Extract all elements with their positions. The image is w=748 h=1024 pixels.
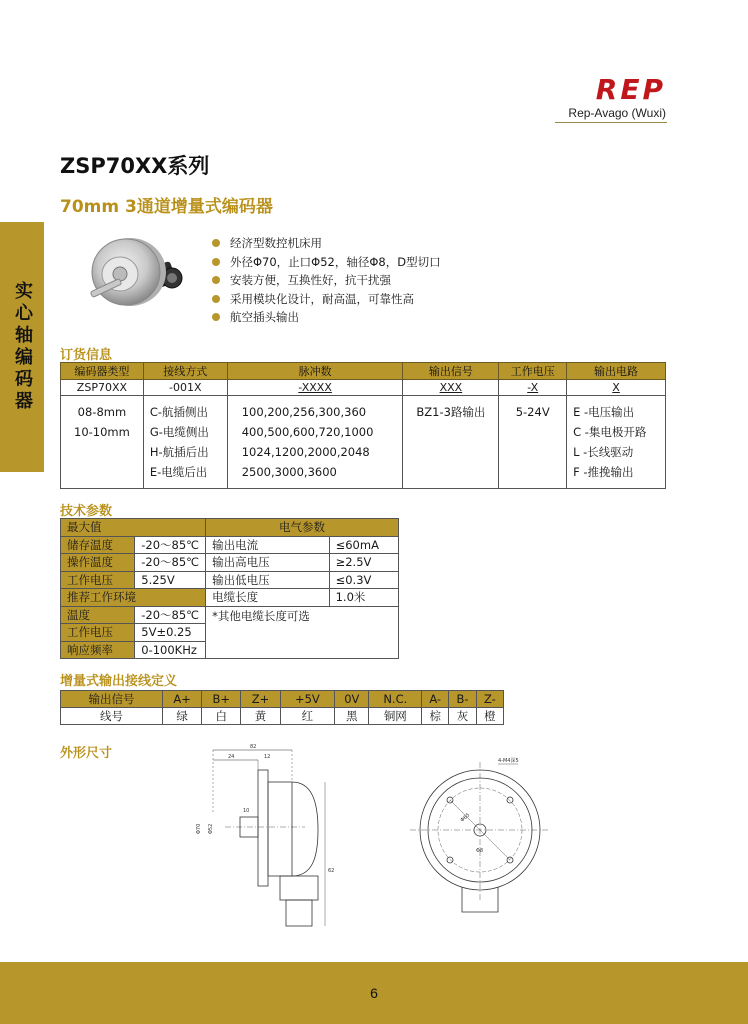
wiring-label: 输出信号 [61,691,163,708]
wiring-signal: Z- [476,691,503,708]
option-text: C -集电极开路 [573,425,647,439]
brand-divider [555,122,667,123]
param-label: 电缆长度 [206,589,329,607]
tech-params-table [60,518,399,659]
param-value: ≤60mA [329,536,398,554]
option-text: L -长线驱动 [573,445,634,459]
page-number: 6 [370,985,378,1001]
feature-list [212,234,441,327]
wire-color: 橙 [476,708,503,725]
param-value: 0-100KHz [135,641,206,659]
encoder-photo [80,228,190,320]
wire-color: 绿 [163,708,202,725]
option-text: 1024,1200,2000,2048 [241,445,370,459]
order-code-cell [567,380,666,396]
wiring-signal: A+ [163,691,202,708]
option-text: C-航插侧出 [149,405,209,419]
wire-color: 铜网 [369,708,422,725]
order-code-cell [499,380,567,396]
order-header-cell: 输出信号 [403,363,499,380]
wire-color: 黑 [335,708,369,725]
order-type-options [61,396,144,489]
order-code-text: -XXXX [298,381,332,394]
wiring-label: 线号 [61,708,163,725]
dim-flange-length: 12 [264,754,271,760]
option-text: E -电压输出 [573,405,635,419]
param-value: 1.0米 [329,589,398,607]
page-title: ZSP70XX系列 [60,154,210,178]
param-value: 5.25V [135,571,206,589]
param-label: 输出电流 [206,536,329,554]
option-text: H-航插后出 [149,445,209,459]
option-text: 400,500,600,720,1000 [241,425,374,439]
side-view-drawing [196,744,334,926]
feature-item: 采用模块化设计，耐高温，可靠性高 [212,290,441,309]
recommended-env-header: 推荐工作环境 [61,589,206,607]
order-code-cell: -001X [143,380,227,396]
brand-subtitle: Rep-Avago (Wuxi) [568,106,666,120]
param-value: -20～85℃ [135,554,206,572]
option-text: 08-8mm [77,405,127,419]
order-header-cell: 接线方式 [143,363,227,380]
dim-height: 62 [328,868,335,874]
dim-shaft-dia: Φ8 [476,848,484,854]
feature-item: 航空插头输出 [212,308,441,327]
wire-color: 黄 [241,708,280,725]
param-label: 输出高电压 [206,554,329,572]
order-code-cell [227,380,403,396]
param-value: ≥2.5V [329,554,398,572]
wiring-table [60,690,504,725]
front-view-drawing [410,757,550,912]
order-info-heading: 订货信息 [60,348,113,363]
option-text: 5-24V [515,405,550,419]
order-code-text: X [612,381,620,394]
wiring-signal: A- [422,691,449,708]
option-text: BZ1-3路输出 [416,405,486,419]
order-header-cell: 编码器类型 [61,363,144,380]
dim-flange-dia: Φ70 [196,823,202,834]
option-text: F -推挽输出 [573,465,634,479]
cable-note: *其他电缆长度可选 [206,606,399,659]
param-value: -20～85℃ [135,606,206,624]
order-code-text: XXX [439,381,463,394]
param-value: -20～85℃ [135,536,206,554]
param-value: 5V±0.25 [135,624,206,642]
order-info-table [60,362,666,489]
dim-front-length: 24 [228,754,235,760]
wiring-signal: B- [449,691,477,708]
feature-item: 外径Φ70，止口Φ52，轴径Φ8，D型切口 [212,253,441,272]
dimensions-heading: 外形尺寸 [60,746,113,761]
order-header-cell: 脉冲数 [227,363,403,380]
wiring-signal: N.C. [369,691,422,708]
order-code-cell [403,380,499,396]
order-voltage-option [499,396,567,489]
option-text: 2500,3000,3600 [241,465,337,479]
page-subtitle: 70mm 3通道增量式编码器 [60,197,273,217]
brand-logo: REP [595,73,666,106]
option-text: G-电缆侧出 [149,425,209,439]
electrical-header: 电气参数 [206,519,399,537]
brand-block [568,73,666,120]
wiring-signal: B+ [202,691,241,708]
feature-item: 安装方便，互换性好，抗干扰强 [212,271,441,290]
wiring-signal: Z+ [241,691,280,708]
order-header-cell: 工作电压 [499,363,567,380]
wiring-signal: 0V [335,691,369,708]
wire-color: 红 [280,708,335,725]
wire-color: 棕 [422,708,449,725]
order-signal-option [403,396,499,489]
wiring-signal: +5V [280,691,335,708]
feature-item: 经济型数控机床用 [212,234,441,253]
order-circuit-options [567,396,666,489]
param-label: 操作温度 [61,554,135,572]
option-text: E-电缆后出 [149,465,208,479]
dim-bolt-circle: Φ65 [459,812,472,824]
wire-color: 白 [202,708,241,725]
max-values-header: 最大值 [61,519,206,537]
order-header-cell: 输出电路 [567,363,666,380]
tech-heading: 技术参数 [60,504,113,519]
side-category-tab [0,222,44,472]
param-label: 输出低电压 [206,571,329,589]
option-text: 10-10mm [74,425,130,439]
side-category-label: 实心轴编码器 [12,281,33,413]
param-label: 储存温度 [61,536,135,554]
option-text: 100,200,256,300,360 [241,405,367,419]
wire-color: 灰 [449,708,477,725]
param-label: 工作电压 [61,571,135,589]
dim-holes: 4-M4深5 [498,758,519,764]
dim-pilot-dia: Φ52 [208,823,214,834]
order-code-text: -X [527,381,539,394]
wiring-heading: 增量式输出接线定义 [60,674,178,689]
dim-overall-length: 82 [250,744,257,750]
param-label: 工作电压 [61,624,135,642]
param-label: 温度 [61,606,135,624]
param-value: ≤0.3V [329,571,398,589]
dim-shaft-length: 10 [243,808,250,814]
order-pulse-options [227,396,403,489]
order-wiring-options [143,396,227,489]
param-label: 响应频率 [61,641,135,659]
order-code-cell: ZSP70XX [61,380,144,396]
dimension-drawings [180,742,580,937]
